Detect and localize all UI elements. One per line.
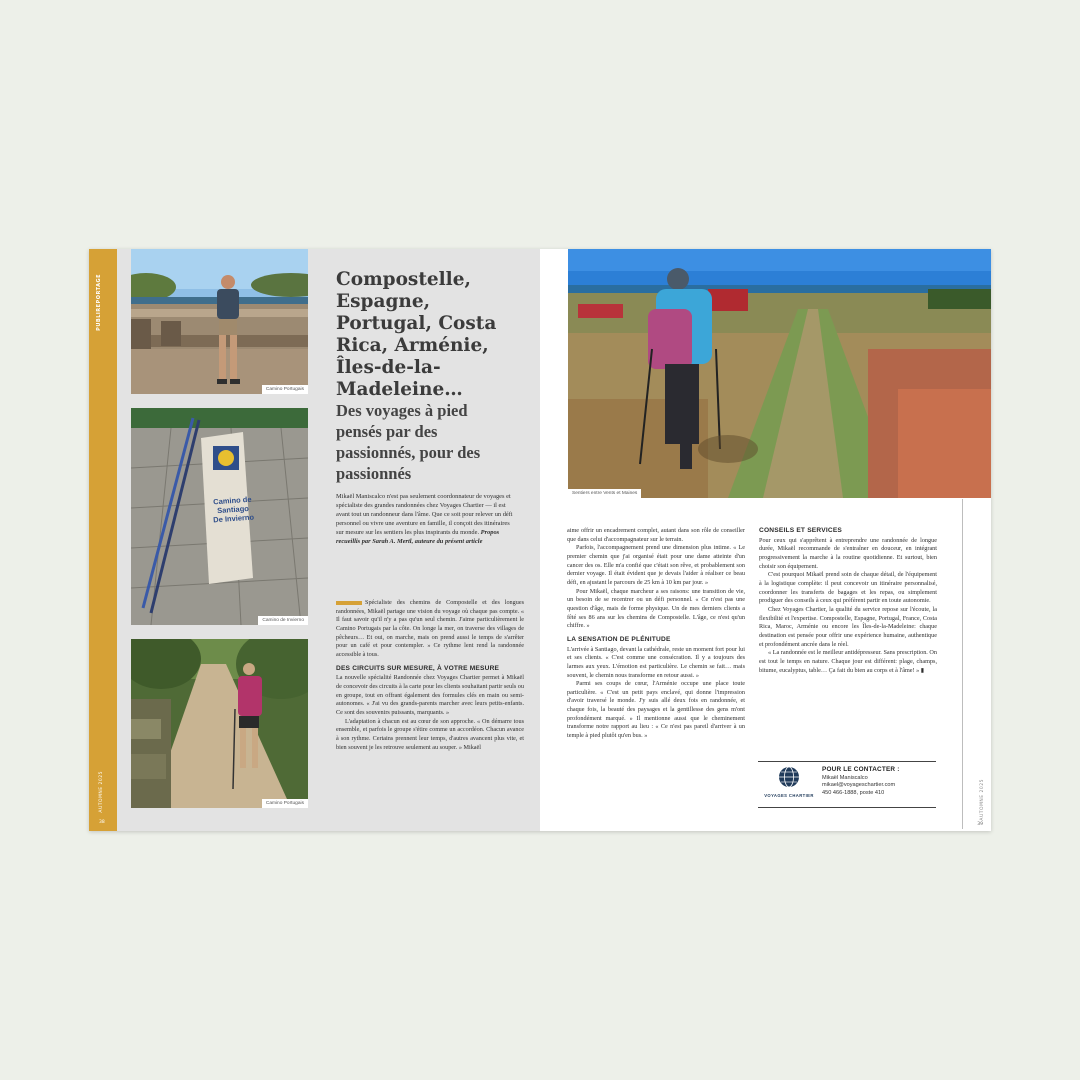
photo-camino-invierno-signpost bbox=[131, 408, 308, 625]
magazine-spread bbox=[89, 249, 991, 831]
section-label: PUBLIREPORTAGE bbox=[96, 274, 102, 331]
left-page bbox=[89, 249, 540, 831]
photo-caption: Camino Portugais bbox=[262, 385, 308, 394]
contact-box bbox=[758, 761, 936, 808]
photo-caption: Camino Portugais bbox=[262, 799, 308, 808]
paragraph: « La randonnée est le meilleur antidépresseur. Sans prescription. On est tout le temps en nature. Chaque jour est différent: plage, champs, bitume, eucalyptus, table… Ça fait du bien au corps et à l'âme! » ▮ bbox=[759, 649, 937, 674]
season-label-right: AUTOMNE 2025 bbox=[980, 779, 985, 821]
article-intro bbox=[336, 492, 516, 547]
signpost-line-1: Camino de bbox=[212, 494, 252, 507]
season-label-left: AUTOMNE 2025 bbox=[99, 771, 104, 813]
paragraph: La nouvelle spécialité Randonnée chez Voyages Chartier permet à Mikaël de concevoir des circuits à la carte pour les clients souhaitant partir seuls ou en groupe, tout en offrant également des formules clés en main ou semi-autonomes. « J'ai vu des grands-parents marcher avec leurs petits-enfants. Ce sont des souvenirs puissants, marquants. » bbox=[336, 674, 524, 716]
column-divider bbox=[962, 499, 963, 829]
right-column bbox=[759, 527, 937, 675]
paragraph: Parmi ses coups de cœur, l'Arménie occupe une place toute particulière. « C'est un petit pays enclavé, qui donne l'impression d'avoir traversé le monde. J'y suis allé deux fois en randonnée, et chaque fois, la beauté des paysages et la gentillesse des gens m'ont profondément marqué. » Il mentionne aussi que le cheminement transforme notre rapport au lieu : « Ce n'est pas pareil d'arriver à un temple à pied plutôt qu'en bus. » bbox=[567, 680, 745, 740]
lead-bar bbox=[336, 601, 362, 605]
paragraph: L'arrivée à Santiago, devant la cathédrale, reste un moment fort pour lui et ses clients. « C'est comme une consécration. Il y a toujours des larmes aux yeux. L'émotion est particulière. Le chemin se fait… mais souvent, le chemin nous transforme en retour aussi. » bbox=[567, 645, 745, 679]
subhead-plenitude: LA SENSATION DE PLÉNITUDE bbox=[567, 635, 671, 643]
middle-column bbox=[567, 527, 745, 741]
paragraph: C'est pourquoi Mikaël prend soin de chaque détail, de l'équipement à la logistique complète: il peut concevoir un itinéraire personnalisé, coordonner les transferts de bagages et les repas, ou simplement prodiguer des conseils à ceux qui préfèrent partir en toute autonomie. bbox=[759, 571, 937, 605]
voyages-chartier-logo bbox=[762, 766, 816, 804]
paragraph: L'adaptation à chacun est au cœur de son approche. « On démarre tous ensemble, et parfois le groupe s'étire comme un accordéon. Chacun avance à son rythme. Certains prennent leur temps, d'autres avancent plus vite, et bien souvent je les retrouve seulement au souper. » Mikaël bbox=[336, 717, 524, 751]
contact-details bbox=[822, 766, 934, 797]
contact-name: Mikaël Maniscalco bbox=[822, 775, 868, 781]
contact-email[interactable]: mikael@voyageschartier.com bbox=[822, 782, 896, 789]
paragraph: Pour ceux qui s'apprêtent à entreprendre une randonnée de longue durée, Mikaël recommande de s'entraîner en douceur, en intégrant progressivement la marche à la routine quotidienne. Et surtout, bien choisir son équipement. bbox=[759, 536, 937, 570]
page-number-right: 39 bbox=[977, 822, 983, 827]
contact-title: POUR LE CONTACTER : bbox=[822, 766, 900, 773]
article-title: Compostelle, Espagne, Portugal, Costa Rica, Arménie, Îles-de-la-Madeleine… bbox=[336, 269, 497, 400]
paragraph: Pour Mikaël, chaque marcheur a ses raisons: une transition de vie, un besoin de se recentrer ou un défi personnel. « Ce n'est pas une question d'âge, mais de forme physique. Un de mes derniers clients a fêté ses 86 ans sur les chemins de Compostelle. L'âge, ce n'est qu'un chiffre. » bbox=[567, 587, 745, 630]
intro-text: Mikaël Maniscalco n'est pas seulement coordonnateur de voyages et spécialiste des grandes randonnées chez Voyages Chartier — il est avant tout un randonneur dans l'âme. Que ce soit pour relever un défi personnel ou vivre une aventure en famille, il conçoit des itinéraires sur mesure sur les sentiers les plus inspirants du monde. bbox=[336, 493, 513, 537]
left-column bbox=[336, 599, 524, 752]
paragraph: aime offrir un encadrement complet, autant dans son rôle de conseiller que dans celui d'accompagnateur sur le terrain. bbox=[567, 527, 745, 543]
photo-hiker-madeleine bbox=[568, 249, 991, 498]
photo-caption: Camino de Invierno bbox=[258, 616, 308, 625]
section-band bbox=[89, 249, 117, 831]
subhead-conseils: CONSEILS ET SERVICES bbox=[759, 527, 843, 534]
signpost-line-2: Santiago bbox=[216, 503, 250, 516]
photo-caption: Sentiers entre Vents et Maines bbox=[568, 489, 641, 498]
right-page bbox=[540, 249, 991, 831]
paragraph: Chez Voyages Chartier, la qualité du service repose sur l'écoute, la flexibilité et l'expertise. Compostelle, Espagne, Portugal, France, Costa Rica, Maroc, Arménie ou encore les Îles-de-la-Madeleine: chaque destination est pensée pour offrir une expérience humaine, authentique et profondément ancrée dans le réel. bbox=[759, 605, 937, 648]
article-subtitle: Des voyages à pied pensés par des passionnés, pour des passionnés bbox=[336, 401, 481, 483]
brand-name: VOYAGES CHARTIER bbox=[764, 793, 814, 798]
signpost-text bbox=[206, 494, 260, 525]
lead-paragraph: Spécialiste des chemins de Compostelle et des longues randonnées, Mikaël partage une vision du voyage où chaque pas compte. « Il faut savoir qu'il n'y a pas qu'un seul chemin. J'aime particulièrement le Camino Portugais par la côte. On longe la mer, on traverse des villages de pêcheurs… Et oui, on marche, mais on prend aussi le temps de s'arrêter pour un café et pour contempler. » Ce rythme lent rend la randonnée accessible à tous. bbox=[336, 599, 524, 658]
paragraph: Parfois, l'accompagnement prend une dimension plus intime. « Le premier chemin que j'ai organisé était pour une dame atteinte d'un cancer des os. Elle m'a confié que c'était son rêve, et probablement son dernier voyage. Il était évident que je devais l'aider à réaliser ce beau défi, en ajustant le parcours de 25 km à 10 km par jour. » bbox=[567, 544, 745, 586]
signpost-line-3: De Invierno bbox=[212, 512, 255, 525]
contact-phone: 450 466-1888, poste 410 bbox=[822, 789, 885, 796]
page-number-left: 38 bbox=[99, 820, 105, 825]
subhead-circuits: DES CIRCUITS SUR MESURE, À VOTRE MESURE bbox=[336, 664, 500, 672]
photo-camino-portugais-bridge bbox=[131, 249, 308, 394]
intro-credit: Propos recueillis par Sarah A. Mertl, auteure du présent article bbox=[336, 529, 500, 546]
globe-icon bbox=[778, 766, 800, 788]
photo-camino-portugais-forest bbox=[131, 639, 308, 808]
